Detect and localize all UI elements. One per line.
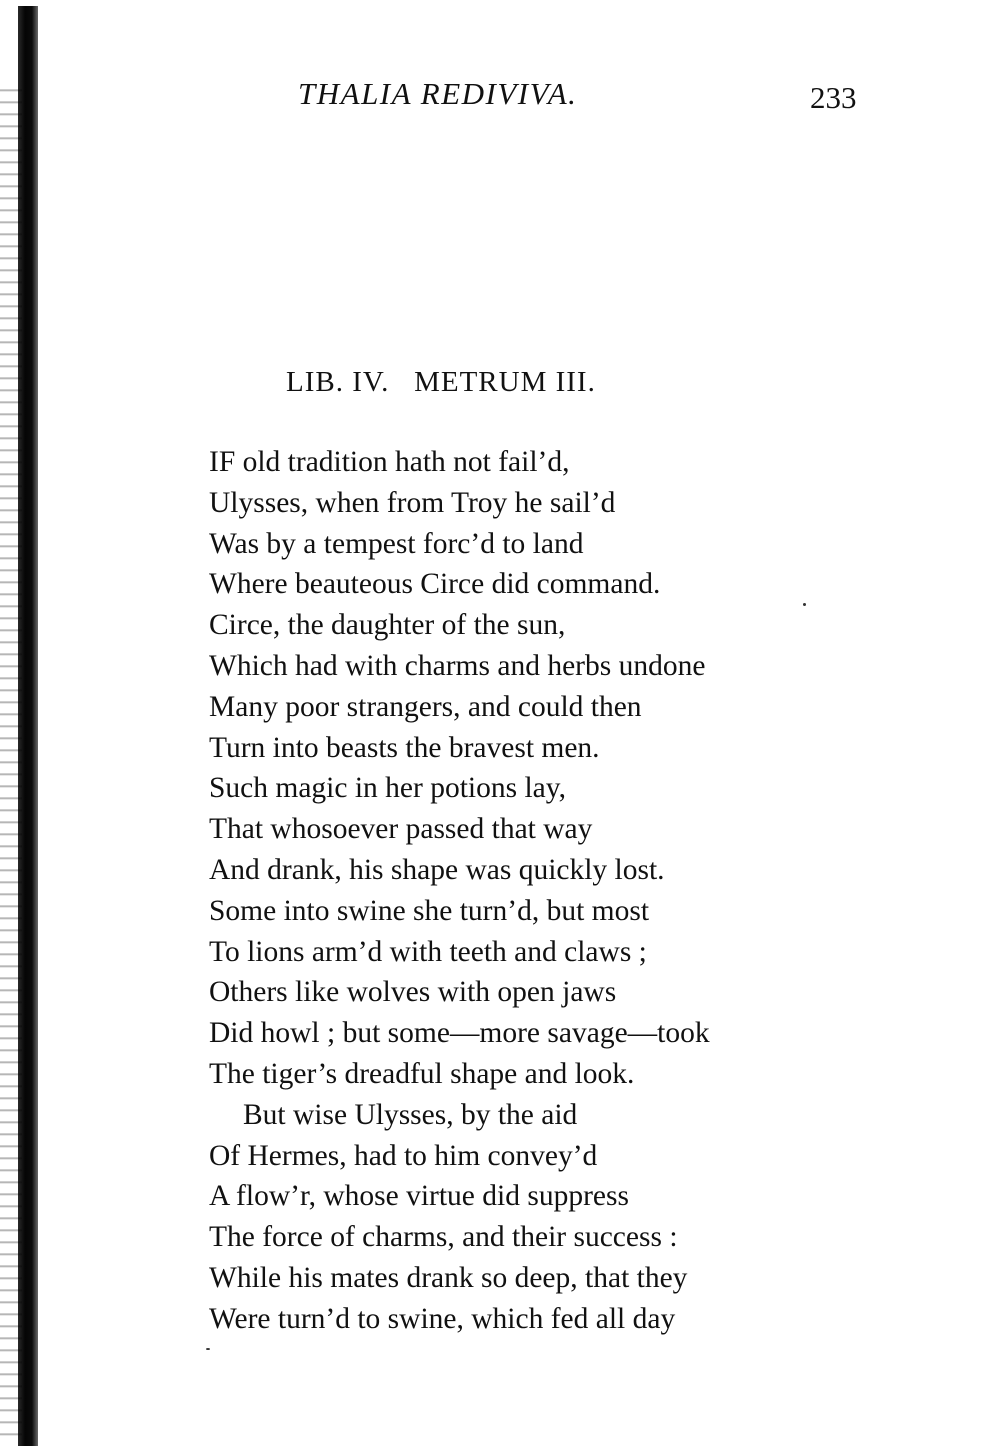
poem-line: Ulysses, when from Troy he sail’d — [209, 486, 616, 519]
page-number: 233 — [810, 80, 857, 115]
poem-line: Was by a tempest forc’d to land — [209, 527, 584, 560]
poem-line: Some into swine she turn’d, but most — [209, 894, 650, 927]
poem-line: Many poor strangers, and could then — [209, 690, 642, 723]
poem-line: Others like wolves with open jaws — [209, 976, 617, 1009]
running-title: THALIA REDIVIVA. — [298, 76, 578, 111]
poem-line: Which had with charms and herbs undone — [209, 649, 706, 682]
print-speck — [206, 1348, 210, 1350]
poem-line: Of Hermes, had to him convey’d — [209, 1139, 598, 1172]
section-title: LIB. IV. METRUM III. — [286, 366, 596, 398]
poem-line: A flow’r, whose virtue did suppress — [209, 1180, 629, 1213]
poem-body — [209, 442, 849, 1340]
poem-line: To lions arm’d with teeth and claws ; — [209, 935, 647, 968]
poem-line: That whosoever passed that way — [209, 813, 593, 846]
poem-line: Where beauteous Circe did command. — [209, 568, 661, 601]
poem-line: IF old tradition hath not fail’d, — [209, 446, 570, 478]
binding-shadow — [0, 80, 22, 1440]
poem-line: Were turn’d to swine, which fed all day — [209, 1302, 676, 1335]
poem-line: But wise Ulysses, by the aid — [243, 1098, 578, 1131]
print-speck — [803, 603, 806, 606]
poem-line: While his mates drank so deep, that they — [209, 1261, 688, 1294]
poem-line: And drank, his shape was quickly lost. — [209, 853, 665, 886]
poem-line: Turn into beasts the bravest men. — [209, 731, 600, 764]
poem-line: Such magic in her potions lay, — [209, 772, 566, 805]
poem-line: The force of charms, and their success : — [209, 1221, 678, 1254]
poem-line: Did howl ; but some—more savage—took — [209, 1017, 710, 1050]
poem-line: The tiger’s dreadful shape and look. — [209, 1057, 635, 1090]
poem-line: Circe, the daughter of the sun, — [209, 609, 566, 642]
